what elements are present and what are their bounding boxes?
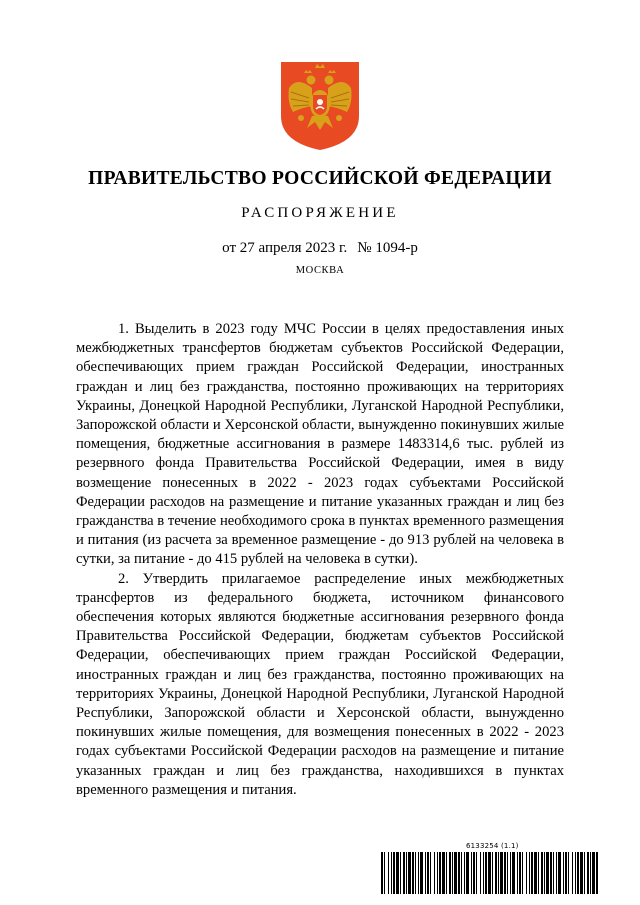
russian-coat-of-arms-icon xyxy=(279,58,361,152)
document-number: № 1094-р xyxy=(357,240,418,256)
document-city: МОСКВА xyxy=(295,265,345,276)
document-body xyxy=(76,320,564,800)
document-code: 6133254 (1.1) xyxy=(466,842,519,850)
document-date: от 27 апреля 2023 г. xyxy=(222,240,348,256)
document-type: РАСПОРЯЖЕНИЕ xyxy=(241,205,399,221)
paragraph-2: 2. Утвердить прилагаемое распределение иных межбюджетных трансфертов из федерального бюджета, источником финансового обеспечения которых являются бюджетные ассигнования резервного фонда Правительства Российской Федерации, бюджетам субъектов Российской Федерации, обеспечивающих прием граждан Российской Федерации, иностранных граждан и лиц без гражданства, постоянно проживающих на территориях Украины, Донецкой Народной Республики, Луганской Народной Республики, Запорожской области и Херсонской области, вынужденно покинувших жилые помещения, для возмещения понесенных в 2022 - 2023 годах субъектами Российской Федерации расходов на размещение и питание указанных граждан и лиц без гражданства, находившихся в пунктах временного размещения и питания. xyxy=(76,570,564,798)
issuing-authority: ПРАВИТЕЛЬСТВО РОССИЙСКОЙ ФЕДЕРАЦИИ xyxy=(88,168,552,189)
barcode-icon xyxy=(381,852,599,894)
paragraph-1: 1. Выделить в 2023 году МЧС России в целях предоставления иных межбюджетных трансфертов бюджетам субъектов Российской Федерации, обеспечивающих прием граждан Российской Федерации, иностранных граждан и лиц без гражданства, постоянно проживающих на территориях Украины, Донецкой Народной Республики, Луганской Народной Республики, Запорожской области и Херсонской области, вынужденно покинувших жилые помещения, бюджетные ассигнования в размере 1483314,6 тыс. рублей из резервного фонда Правительства Российской Федерации, имея в виду возмещение понесенных в 2022 - 2023 годах субъектами Российской Федерации расходов на размещение и питание указанных граждан и лиц без гражданства в течение необходимого срока в пунктах временного размещения и питания (из расчета за временное размещение - до 913 рублей на человека в сутки, за питание - до 415 рублей на человека в сутки). xyxy=(76,321,564,568)
document-date-number xyxy=(0,240,640,257)
